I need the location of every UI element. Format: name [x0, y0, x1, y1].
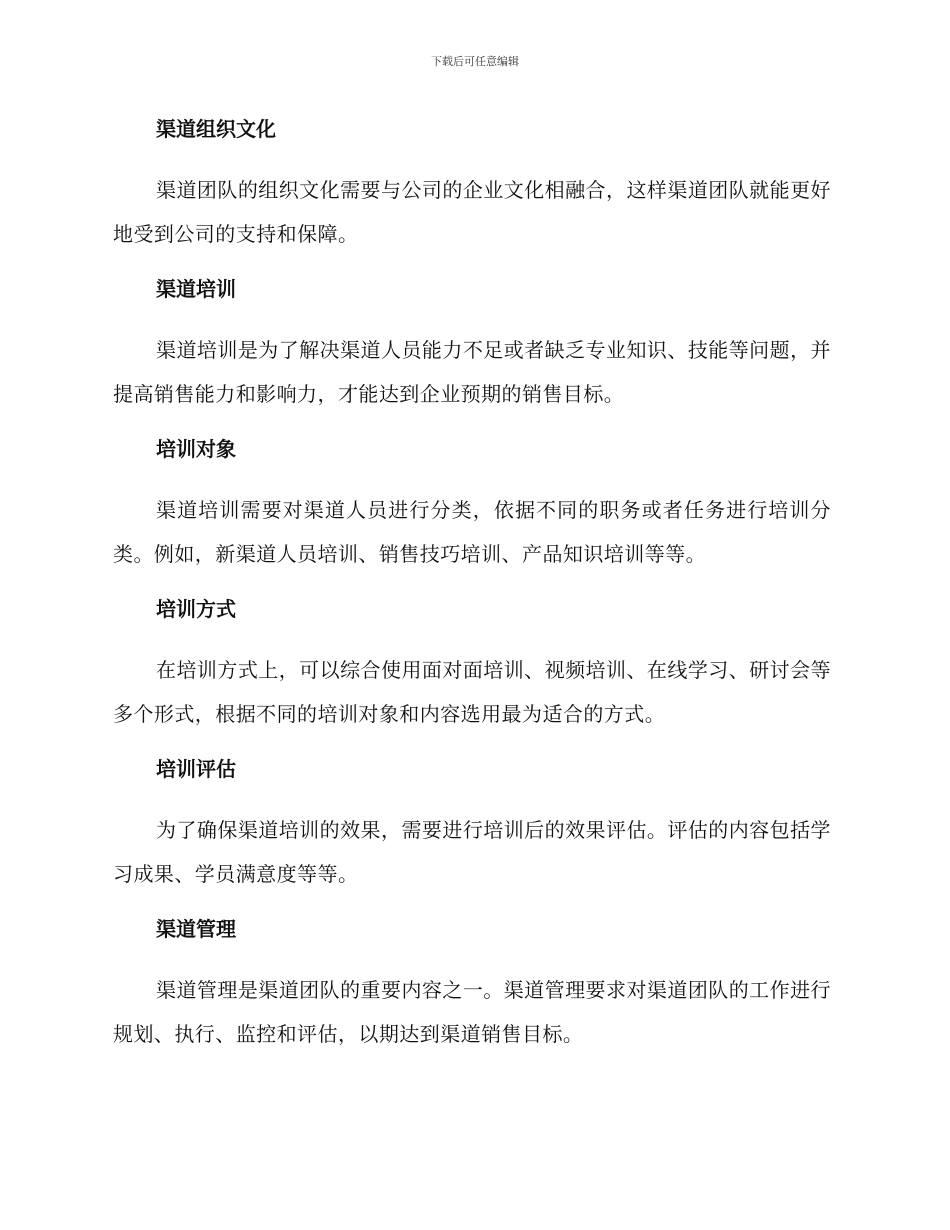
section-training-evaluation: [113, 752, 831, 896]
section-channel-culture: [113, 112, 831, 256]
section-heading: 渠道培训: [156, 277, 236, 301]
section-paragraph: 渠道培训需要对渠道人员进行分类，依据不同的职务或者任务进行培训分类。例如，新渠道人员培训、销售技巧培训、产品知识培训等等。: [113, 498, 831, 566]
section-paragraph: 为了确保渠道培训的效果，需要进行培训后的效果评估。评估的内容包括学习成果、学员满意度等等。: [113, 818, 831, 886]
section-paragraph: 在培训方式上，可以综合使用面对面培训、视频培训、在线学习、研讨会等多个形式，根据不同的培训对象和内容选用最为适合的方式。: [113, 658, 831, 726]
section-heading: 培训对象: [156, 437, 236, 461]
page-header: 下载后可任意编辑: [431, 55, 519, 68]
section-training-targets: [113, 432, 831, 576]
section-channel-management: [113, 912, 831, 1056]
section-heading: 培训评估: [156, 757, 236, 781]
section-heading: 渠道组织文化: [156, 117, 276, 141]
section-heading: 培训方式: [156, 597, 236, 621]
document-body: [113, 112, 831, 1072]
section-heading: 渠道管理: [156, 917, 236, 941]
section-paragraph: 渠道培训是为了解决渠道人员能力不足或者缺乏专业知识、技能等问题，并提高销售能力和影响力，才能达到企业预期的销售目标。: [113, 338, 831, 406]
section-paragraph: 渠道团队的组织文化需要与公司的企业文化相融合，这样渠道团队就能更好地受到公司的支持和保障。: [113, 178, 831, 246]
section-paragraph: 渠道管理是渠道团队的重要内容之一。渠道管理要求对渠道团队的工作进行规划、执行、监控和评估，以期达到渠道销售目标。: [113, 978, 831, 1046]
section-channel-training: [113, 272, 831, 416]
section-training-methods: [113, 592, 831, 736]
